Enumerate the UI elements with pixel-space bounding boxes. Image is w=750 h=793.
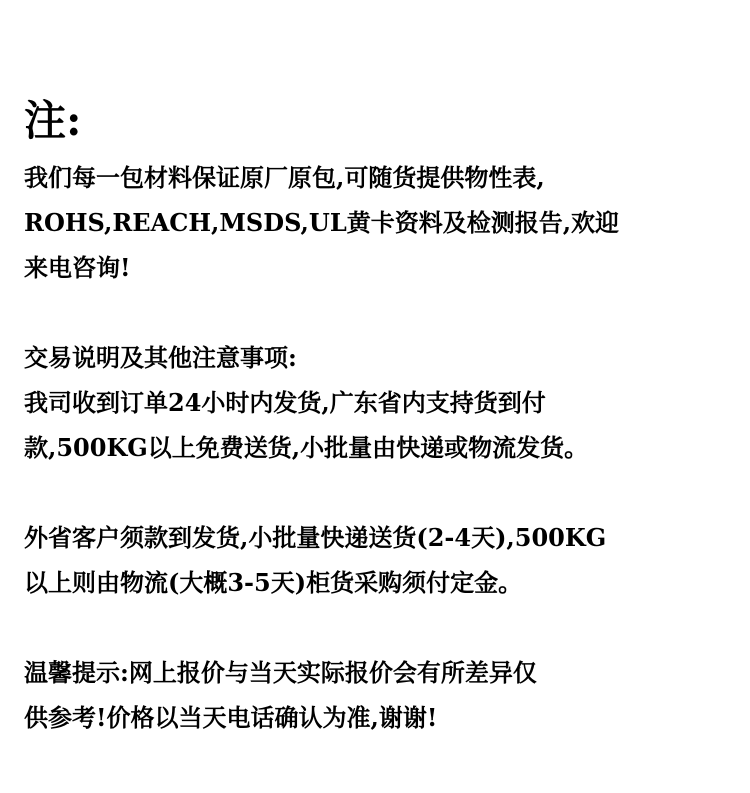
paragraph-spacer	[24, 470, 736, 515]
notice-block	[24, 93, 736, 740]
text-line: ROHS,REACH,MSDS,UL黄卡资料及检测报告,欢迎	[24, 208, 620, 237]
text-line: 交易说明及其他注意事项:	[24, 343, 297, 372]
price-tip-paragraph	[24, 650, 736, 740]
notice-title: 注:	[24, 96, 82, 145]
text-line: 款,500KG以上免费送货,小批量由快递或物流发货。	[24, 433, 589, 462]
text-line: 以上则由物流(大概3-5天)柜货采购须付定金。	[24, 568, 523, 597]
text-line: 我司收到订单24小时内发货,广东省内支持货到付	[24, 388, 546, 417]
trade-terms-paragraph	[24, 335, 736, 470]
shipping-paragraph	[24, 515, 736, 605]
text-line: 我们每一包材料保证原厂原包,可随货提供物性表,	[24, 163, 545, 192]
quality-paragraph	[24, 155, 736, 290]
text-line: 来电咨询!	[24, 253, 131, 282]
text-line: 外省客户须款到发货,小批量快递送货(2-4天),500KG	[24, 523, 607, 552]
paragraph-spacer	[24, 605, 736, 650]
paragraph-spacer	[24, 290, 736, 335]
text-line: 温馨提示:网上报价与当天实际报价会有所差异仅	[24, 658, 537, 687]
text-line: 供参考!价格以当天电话确认为准,谢谢!	[24, 703, 438, 732]
